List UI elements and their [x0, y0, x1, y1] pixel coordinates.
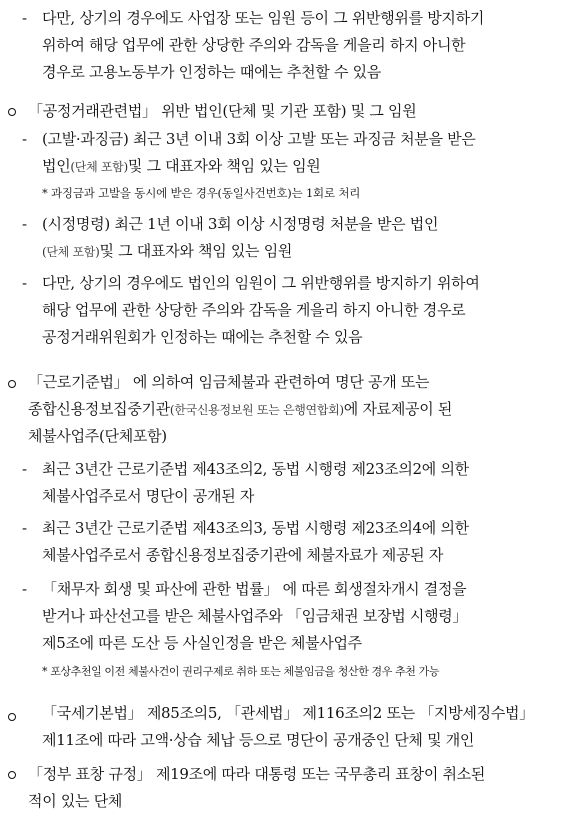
section2-item1-line2: [42, 156, 320, 177]
section3-title-line1: 「근로기준법」 에 의하여 임금체불과 관련하여 명단 공개 또는: [28, 373, 430, 391]
dash-marker: -: [22, 130, 28, 148]
section3-title-line2: [28, 399, 452, 420]
section2-item2-line1: (시정명령) 최근 1년 이내 3회 이상 시정명령 처분을 받은 법인: [42, 215, 439, 233]
dash-marker: -: [22, 215, 28, 233]
section2-note: * 과징금과 고발을 동시에 받은 경우(동일사건번호)는 1회로 처리: [42, 186, 361, 200]
section4-line1: 「국세기본법」 제85조의5, 「관세법」 제116조의2 또는 「지방세징수법」: [42, 704, 534, 722]
section3-item3-line1: 「채무자 회생 및 파산에 관한 법률」 에 따른 회생절차개시 결정을: [42, 580, 467, 598]
item-text: 및 그 대표자와 책임 있는 임원: [99, 242, 293, 260]
section3-title-line3: 체불사업주(단체포함): [28, 427, 167, 445]
item-text: 및 그 대표자와 책임 있는 임원: [127, 157, 321, 175]
section2-item1-line1: (고발·과징금) 최근 3년 이내 3회 이상 고발 또는 과징금 처분을 받은: [42, 130, 476, 148]
section1-line1: 다만, 상기의 경우에도 사업장 또는 임원 등이 그 위반행위를 방지하기: [42, 9, 485, 27]
title-parenthetical: (한국신용정보원 또는 은행연합회): [169, 403, 344, 417]
section4-line2: 제11조에 따라 고액·상습 체납 등으로 명단이 공개중인 단체 및 개인: [42, 731, 475, 749]
section3-item1-line1: 최근 3년간 근로기준법 제43조의2, 동법 시행령 제23조의2에 의한: [42, 460, 469, 478]
section2-item3-line1: 다만, 상기의 경우에도 법인의 임원이 그 위반행위를 방지하기 위하여: [42, 274, 480, 292]
circle-bullet-icon: [8, 713, 16, 721]
section2-item3-line2: 해당 업무에 관한 상당한 주의와 감독을 게을리 하지 아니한 경우로: [42, 301, 466, 319]
dash-marker: -: [22, 580, 28, 598]
title-text: 에 자료제공이 된: [343, 400, 453, 418]
section5-line1: 「정부 표창 규정」 제19조에 따라 대통령 또는 국무총리 표창이 취소된: [28, 765, 486, 783]
section1-line2: 위하여 해당 업무에 관한 상당한 주의와 감독을 게을리 하지 아니한: [42, 36, 466, 54]
section3-item3-line2: 받거나 파산선고를 받은 체불사업주와 「임금채권 보장법 시행령」: [42, 607, 468, 625]
dash-marker: -: [22, 274, 28, 292]
item-parenthetical: (단체 포함): [42, 245, 100, 259]
section3-note: * 포상추천일 이전 체불사건이 권리구제로 취하 또는 체불임금을 청산한 경우 추천 가능: [42, 665, 440, 678]
item-text: 법인: [42, 157, 71, 175]
section3-item1-line2: 체불사업주로서 명단이 공개된 자: [42, 487, 255, 505]
section1-line3: 경우로 고용노동부가 인정하는 때에는 추천할 수 있음: [42, 63, 381, 81]
item-parenthetical: (단체 포함): [70, 160, 128, 174]
circle-bullet-icon: [8, 108, 16, 116]
section3-item2-line1: 최근 3년간 근로기준법 제43조의3, 동법 시행령 제23조의4에 의한: [42, 519, 469, 537]
circle-bullet-icon: [8, 771, 16, 779]
title-text: 종합신용정보집중기관: [28, 400, 170, 418]
section5-line2: 적이 있는 단체: [28, 792, 123, 810]
dash-marker: -: [22, 519, 28, 537]
dash-marker: -: [22, 460, 28, 478]
section2-item3-line3: 공정거래위원회가 인정하는 때에는 추천할 수 있음: [42, 328, 363, 346]
dash-marker: -: [22, 9, 28, 27]
section2-title: 「공정거래관련법」 위반 법인(단체 및 기관 포함) 및 그 임원: [28, 102, 417, 120]
section3-item2-line2: 체불사업주로서 종합신용정보집중기관에 체불자료가 제공된 자: [42, 546, 444, 564]
circle-bullet-icon: [8, 380, 16, 388]
section2-item2-line2: [42, 241, 292, 262]
section3-item3-line3: 제5조에 따른 도산 등 사실인정을 받은 체불사업주: [42, 634, 362, 652]
